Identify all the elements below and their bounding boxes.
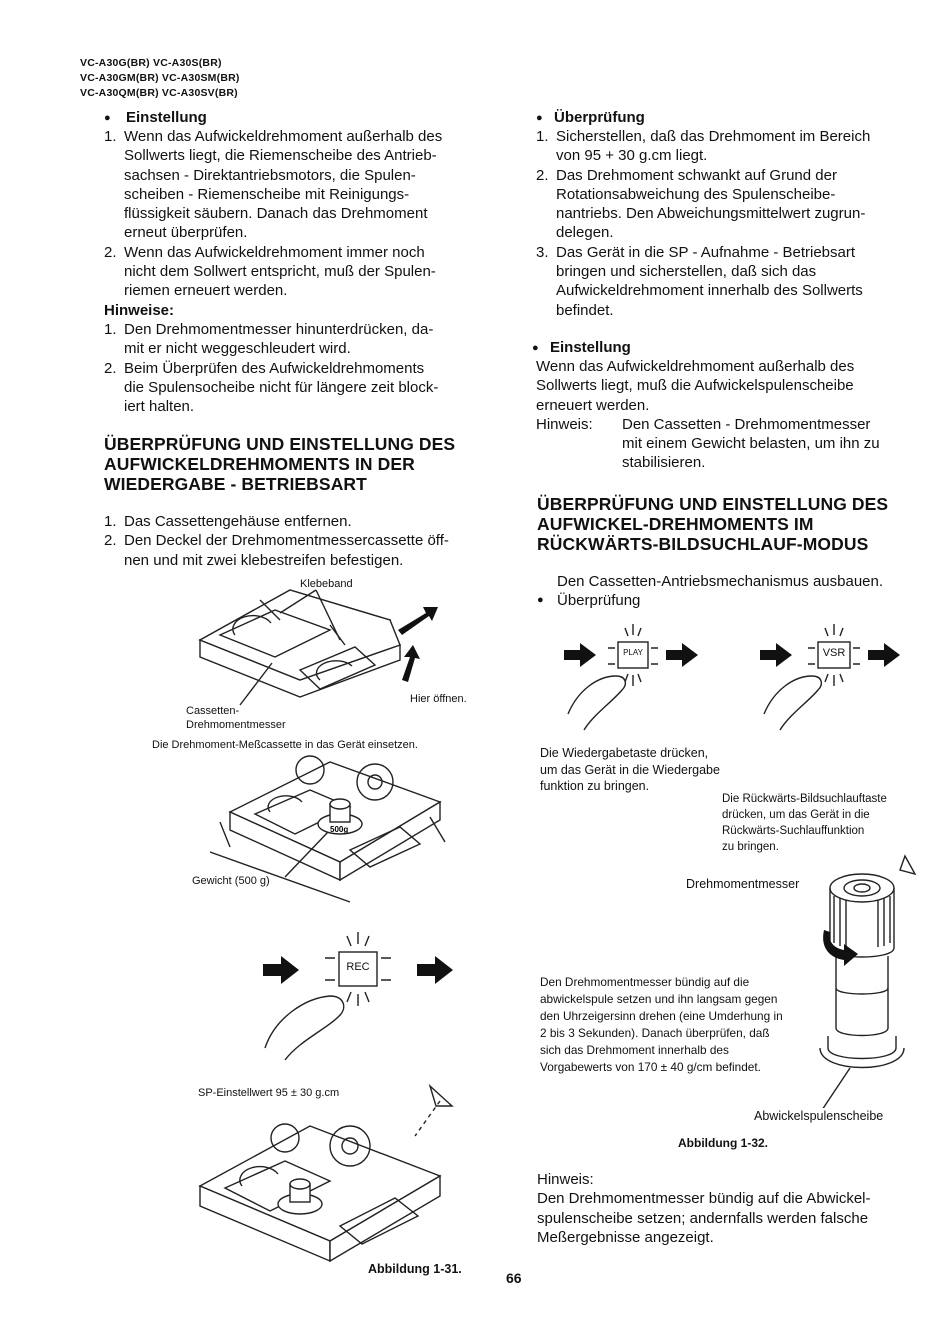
heading-text: Überprüfung xyxy=(554,109,645,126)
text-line: Aufwickeldrehmoment innerhalb des Sollwerts xyxy=(556,282,863,300)
text-line: Das Gerät in die SP - Aufnahme - Betriebsart xyxy=(556,243,856,261)
heading-text: Überprüfung xyxy=(557,592,641,609)
rec-press-diagram xyxy=(255,928,455,1068)
hinweis-2 xyxy=(537,1170,927,1247)
text-line: Das Cassettengehäuse entfernen. xyxy=(124,513,352,530)
label-drehmomentmesser-right: Drehmomentmesser xyxy=(686,877,800,891)
figure-caption-right: Abbildung 1-32. xyxy=(678,1136,768,1150)
text-line: nicht dem Sollwert entspricht, muß der Spulen- xyxy=(124,263,436,281)
item-number: 1. xyxy=(536,128,549,145)
meter-caption xyxy=(540,974,816,1076)
text-line: erneut überprüfen. xyxy=(124,224,248,242)
title-line: WIEDERGABE - BETRIEBSART xyxy=(104,474,367,494)
text-line: stabilisieren. xyxy=(622,454,706,472)
einstellung-item-1 xyxy=(104,127,504,243)
text-line: mit er nicht weggeschleudert wird. xyxy=(124,340,351,358)
hinweise-item-2 xyxy=(104,359,504,417)
einstellung-heading-right xyxy=(532,338,926,357)
text-line: Das Drehmoment schwankt auf Grund der xyxy=(556,166,837,184)
play-press-diagram xyxy=(560,618,710,733)
arrow-icon xyxy=(760,643,792,667)
title-line: ÜBERPRÜFUNG UND EINSTELLUNG DES xyxy=(537,494,889,514)
cassette-diagram-2 xyxy=(200,752,460,912)
text-line: Den Drehmomentmesser bündig auf die Abwickel- xyxy=(537,1190,871,1208)
hinweise-item-1 xyxy=(104,320,504,359)
play-caption xyxy=(540,745,720,795)
text-line: nantriebs. Den Abweichungsmittelwert zugrun- xyxy=(556,205,866,223)
text-line: Die Rückwärts-Bildsuchlauftaste xyxy=(722,793,887,805)
left-column xyxy=(104,108,504,416)
antrieb-text: Den Cassetten-Antriebsmechanismus ausbauen. xyxy=(557,573,884,590)
right-column xyxy=(536,108,926,473)
finger-icon xyxy=(764,676,821,730)
item-number: 3. xyxy=(536,243,549,261)
label-abwickelspulenscheibe: Abwickelspulenscheibe xyxy=(754,1109,884,1123)
hinweis-right xyxy=(536,415,926,473)
text-line: Den Cassetten - Drehmomentmesser xyxy=(622,415,871,433)
text-line: drücken, um das Gerät in die xyxy=(722,809,870,821)
text-line: befindet. xyxy=(556,301,614,319)
text-line: iert halten. xyxy=(124,398,195,416)
arrow-icon xyxy=(402,645,420,682)
text-line: nen und mit zwei klebestreifen befestigen. xyxy=(124,551,404,569)
label-sp-einstellwert: SP-Einstellwert 95 ± 30 g.cm xyxy=(198,1087,340,1099)
arrow-icon xyxy=(666,643,698,667)
text-line: von 95 + 30 g.cm liegt. xyxy=(556,147,708,165)
text-line: Rotationsabweichung des Spulenscheibe- xyxy=(556,185,836,203)
title-line: RÜCKWÄRTS-BILDSUCHLAUF-MODUS xyxy=(537,534,869,554)
page-number: 66 xyxy=(506,1270,522,1286)
label-gewicht: Gewicht (500 g) xyxy=(192,875,270,887)
einstellung-right-text xyxy=(536,357,926,415)
uberprufung-item-2 xyxy=(536,166,926,243)
text-line: delegen. xyxy=(556,224,614,242)
vsr-caption xyxy=(722,791,887,855)
rec-label: REC xyxy=(346,961,370,973)
model-numbers xyxy=(80,56,240,101)
hinweis-2-heading: Hinweis: xyxy=(537,1171,594,1188)
arrow-icon xyxy=(417,956,453,984)
arrow-icon xyxy=(564,643,596,667)
text-line: Den Deckel der Drehmomentmessercassette öff- xyxy=(124,532,449,550)
text-line: Sollwerts liegt, die Riemenscheibe des Antrieb- xyxy=(124,147,437,165)
text-line: sachsen - Direktantriebsmotors, die Spulen- xyxy=(124,166,416,184)
cassette-diagram-3 xyxy=(190,1076,470,1276)
arrow-icon xyxy=(398,607,438,635)
steps-left xyxy=(104,512,504,570)
text-line: Wenn das Aufwickeldrehmoment außerhalb des xyxy=(536,357,855,375)
uberprufung-2 xyxy=(537,591,640,610)
label-einsetzen: Die Drehmoment-Meßcassette in das Gerät einsetzen. xyxy=(152,739,418,751)
text-line: scheiben - Riemenscheibe mit Reinigungs- xyxy=(124,185,410,203)
text-line: Sicherstellen, daß das Drehmoment im Bereich xyxy=(556,128,871,145)
label-klebeband: Klebeband xyxy=(300,578,353,590)
arrow-icon xyxy=(868,643,900,667)
weight-mark-text: 500g xyxy=(330,825,349,834)
text-line: Den Drehmomentmesser bündig auf die xyxy=(540,975,750,989)
text-line: mit einem Gewicht belasten, um ihn zu xyxy=(622,435,880,453)
heading-text: Einstellung xyxy=(550,338,631,356)
text-line: Beim Überprüfen des Aufwickeldrehmoments xyxy=(124,359,425,377)
text-line: Rückwärts-Suchlauffunktion xyxy=(722,825,865,837)
model-line: VC-A30QM(BR) VC-A30SV(BR) xyxy=(80,87,238,99)
section-title-right xyxy=(537,494,937,554)
title-line: AUFWICKEL-DREHMOMENTS IM xyxy=(537,514,814,534)
item-number: 2. xyxy=(104,532,117,550)
text-line: bringen und sicherstellen, daß sich das xyxy=(556,263,817,281)
uberprufung-item-3 xyxy=(536,243,926,320)
text-line: Sollwerts liegt, muß die Aufwickelspulenscheibe xyxy=(536,377,854,395)
text-line: um das Gerät in die Wiedergabe xyxy=(540,762,720,777)
vsr-press-diagram xyxy=(756,618,906,733)
text-line: riemen erneuert werden. xyxy=(124,282,288,300)
uberprufung-heading xyxy=(536,108,926,127)
torque-meter-diagram xyxy=(810,848,930,1108)
text-line: zu bringen. xyxy=(722,841,779,853)
item-number: 1. xyxy=(104,128,117,145)
vsr-label: VSR xyxy=(822,647,846,659)
text-line: funktion zu bringen. xyxy=(540,779,650,793)
item-number: 2. xyxy=(536,166,549,184)
text-line: flüssigkeit säubern. Danach das Drehmoment xyxy=(124,205,428,223)
step-1 xyxy=(104,512,504,531)
text-line: spulenscheibe setzen; andernfalls werden falsche xyxy=(537,1209,869,1227)
uberprufung-item-1 xyxy=(536,127,926,166)
title-line: ÜBERPRÜFUNG UND EINSTELLUNG DES xyxy=(104,434,456,454)
finger-icon xyxy=(568,676,625,730)
hinweis-label: Hinweis: xyxy=(536,415,593,433)
einstellung-item-2 xyxy=(104,243,504,301)
label-hier-offnen: Hier öffnen. xyxy=(410,693,467,705)
text-line: den Uhrzeigersinn drehen (eine Umderhung in xyxy=(540,1009,783,1023)
item-number: 1. xyxy=(104,320,117,338)
figure-caption-left: Abbildung 1-31. xyxy=(368,1262,462,1276)
text-line: Die Wiedergabetaste drücken, xyxy=(540,746,709,760)
text-line: 2 bis 3 Sekunden). Danach überprüfen, daß xyxy=(540,1026,770,1040)
text-line: abwickelspule setzen und ihn langsam gegen xyxy=(540,992,778,1006)
play-label: PLAY xyxy=(623,648,643,657)
model-line: VC-A30G(BR) VC-A30S(BR) xyxy=(80,57,222,69)
label-cassetten: Cassetten- xyxy=(186,705,240,717)
arrow-icon xyxy=(263,956,299,984)
finger-icon xyxy=(265,996,344,1060)
item-number: 2. xyxy=(104,359,117,377)
hinweise-heading: Hinweise: xyxy=(104,301,175,319)
model-line: VC-A30GM(BR) VC-A30SM(BR) xyxy=(80,72,240,84)
title-line: AUFWICKELDREHMOMENTS IN DER xyxy=(104,454,415,474)
text-line: die Spulensocheibe nicht für längere zeit block- xyxy=(124,378,439,396)
text-line: Meßergebnisse angezeigt. xyxy=(537,1228,714,1246)
item-number: 1. xyxy=(104,513,117,530)
text-line: sich das Drehmoment innerhalb des xyxy=(540,1043,729,1057)
text-line: Wenn das Aufwickeldrehmoment außerhalb des xyxy=(124,128,443,145)
text-line: Den Drehmomentmesser hinunterdrücken, da- xyxy=(124,320,434,338)
section-title-left xyxy=(104,434,504,494)
label-drehmomentmesser: Drehmomentmesser xyxy=(186,719,286,731)
item-number: 2. xyxy=(104,243,117,261)
text-line: Wenn das Aufwickeldrehmoment immer noch xyxy=(124,243,425,261)
step-2 xyxy=(104,531,504,570)
text-line: erneuert werden. xyxy=(536,396,650,414)
einstellung-heading: ● Einstellung xyxy=(126,108,504,127)
text-line: Vorgabewerts von 170 ± 40 g/cm befindet. xyxy=(540,1060,761,1074)
bullet-icon: ● xyxy=(537,594,544,606)
